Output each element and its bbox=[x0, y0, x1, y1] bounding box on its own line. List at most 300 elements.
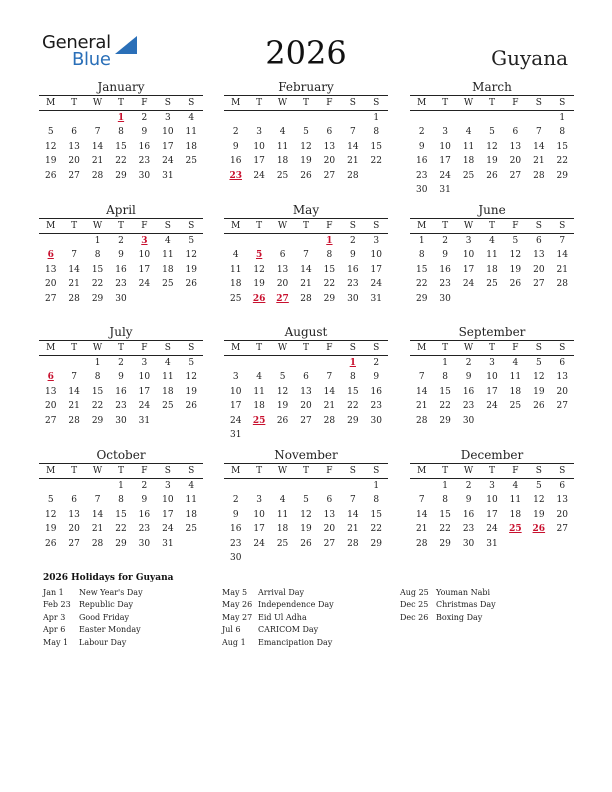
week-row bbox=[410, 154, 574, 168]
day-cell: 29 bbox=[323, 293, 336, 304]
weekday-label: M bbox=[231, 343, 241, 353]
day-cell: 2 bbox=[373, 358, 380, 368]
day-cell: 23 bbox=[138, 156, 151, 167]
day-cell: 24 bbox=[253, 538, 265, 549]
week-row bbox=[224, 111, 388, 125]
day-cell: 29 bbox=[556, 170, 568, 181]
day-cell: 29 bbox=[439, 415, 451, 426]
empty-day-cell bbox=[365, 428, 388, 442]
holiday-day: 5 bbox=[256, 250, 263, 261]
week-row bbox=[224, 277, 388, 291]
month-name: February bbox=[278, 80, 334, 94]
day-cell: 26 bbox=[44, 538, 57, 549]
week-row bbox=[224, 169, 388, 183]
day-cell: 20 bbox=[44, 279, 57, 290]
empty-day-cell bbox=[527, 183, 550, 197]
empty-day-cell bbox=[365, 551, 388, 565]
weekday-label: M bbox=[231, 221, 241, 231]
week-row bbox=[39, 385, 203, 399]
weekday-label: W bbox=[277, 98, 288, 108]
holiday-date: May 27 bbox=[222, 612, 253, 622]
day-cell: 19 bbox=[276, 401, 289, 412]
empty-day-cell bbox=[457, 111, 480, 125]
empty-day-cell bbox=[457, 292, 480, 306]
month-march bbox=[410, 79, 574, 197]
empty-day-cell bbox=[551, 183, 574, 197]
week-row bbox=[39, 263, 203, 277]
holiday-item bbox=[222, 599, 334, 611]
day-cell: 10 bbox=[229, 386, 242, 397]
day-cell: 2 bbox=[118, 236, 124, 246]
weekday-label: M bbox=[417, 98, 427, 108]
weekday-header bbox=[410, 218, 574, 234]
day-cell: 5 bbox=[535, 358, 542, 368]
holiday-item bbox=[43, 624, 143, 636]
day-cell: 31 bbox=[162, 170, 174, 181]
holiday-column bbox=[400, 587, 496, 624]
empty-day-cell bbox=[224, 234, 247, 248]
week-row bbox=[224, 292, 388, 306]
holiday-day: 26 bbox=[532, 524, 546, 535]
holiday-item bbox=[43, 599, 143, 611]
day-cell: 8 bbox=[118, 127, 124, 138]
day-cell: 27 bbox=[44, 415, 57, 426]
day-cell: 16 bbox=[138, 141, 151, 152]
day-cell: 19 bbox=[533, 509, 545, 520]
empty-day-cell bbox=[504, 183, 527, 197]
day-cell: 11 bbox=[185, 127, 197, 138]
day-cell: 13 bbox=[556, 495, 568, 506]
week-row bbox=[224, 370, 388, 384]
day-cell: 13 bbox=[44, 264, 57, 275]
day-cell: 27 bbox=[300, 415, 312, 426]
empty-day-cell bbox=[247, 356, 270, 370]
day-cell: 25 bbox=[162, 401, 174, 412]
weekday-label: T bbox=[488, 343, 495, 353]
day-cell: 22 bbox=[323, 279, 336, 290]
weekday-label: T bbox=[302, 98, 309, 108]
day-cell: 21 bbox=[68, 279, 80, 290]
week-row bbox=[39, 522, 203, 536]
day-cell: 4 bbox=[188, 113, 195, 123]
week-row bbox=[410, 399, 574, 413]
day-cell: 18 bbox=[509, 386, 522, 397]
day-cell: 29 bbox=[370, 538, 382, 549]
empty-day-cell bbox=[224, 356, 247, 370]
day-cell: 20 bbox=[533, 264, 545, 275]
day-cell: 30 bbox=[115, 293, 127, 304]
day-cell: 30 bbox=[115, 415, 127, 426]
weekday-header bbox=[410, 463, 574, 479]
day-cell: 24 bbox=[486, 524, 498, 535]
day-cell: 19 bbox=[185, 386, 197, 397]
weekday-label: F bbox=[326, 466, 333, 476]
day-cell: 12 bbox=[533, 495, 545, 506]
weekday-label: S bbox=[559, 98, 566, 108]
day-cell: 5 bbox=[535, 481, 542, 491]
week-row bbox=[410, 292, 574, 306]
day-cell: 29 bbox=[91, 415, 104, 426]
day-cell: 20 bbox=[68, 156, 80, 167]
day-cell: 15 bbox=[347, 386, 359, 397]
empty-day-cell bbox=[39, 234, 62, 248]
day-cell: 16 bbox=[462, 509, 475, 520]
day-cell: 12 bbox=[300, 141, 312, 152]
weekday-header bbox=[410, 340, 574, 356]
weekday-label: T bbox=[117, 98, 124, 108]
day-cell: 4 bbox=[489, 236, 495, 246]
month-name: November bbox=[274, 448, 338, 462]
day-cell: 18 bbox=[162, 386, 174, 397]
holiday-column bbox=[43, 587, 143, 649]
day-cell: 10 bbox=[486, 495, 498, 506]
day-cell: 21 bbox=[323, 401, 336, 412]
day-cell: 20 bbox=[556, 509, 568, 520]
day-cell: 22 bbox=[115, 524, 127, 535]
month-february bbox=[224, 79, 388, 183]
empty-day-cell bbox=[341, 111, 364, 125]
holiday-day: 1 bbox=[117, 113, 125, 123]
holiday-date: Aug 1 bbox=[222, 637, 246, 647]
weekday-label: S bbox=[373, 221, 380, 231]
holiday-name: Christmas Day bbox=[436, 600, 496, 610]
day-cell: 4 bbox=[164, 236, 171, 246]
day-cell: 22 bbox=[91, 401, 104, 412]
day-cell: 30 bbox=[415, 184, 428, 195]
week-row bbox=[410, 169, 574, 183]
empty-day-cell bbox=[504, 292, 527, 306]
holiday-column bbox=[222, 587, 334, 649]
empty-day-cell bbox=[156, 414, 179, 428]
day-cell: 22 bbox=[347, 401, 359, 412]
day-cell: 14 bbox=[347, 509, 359, 520]
weekday-label: F bbox=[141, 343, 148, 353]
weekday-label: S bbox=[535, 98, 542, 108]
day-cell: 3 bbox=[465, 236, 472, 246]
day-cell: 15 bbox=[415, 264, 428, 275]
weekday-label: S bbox=[559, 221, 566, 231]
day-cell: 28 bbox=[300, 293, 312, 304]
day-cell: 10 bbox=[462, 250, 475, 261]
holiday-item bbox=[400, 612, 496, 624]
day-cell: 11 bbox=[276, 509, 289, 520]
day-cell: 16 bbox=[415, 156, 428, 167]
week-row bbox=[410, 248, 574, 262]
holiday-day: 26 bbox=[252, 293, 266, 304]
day-cell: 21 bbox=[300, 279, 312, 290]
empty-day-cell bbox=[39, 479, 62, 493]
day-cell: 18 bbox=[185, 141, 197, 152]
week-row bbox=[410, 263, 574, 277]
day-cell: 14 bbox=[415, 509, 428, 520]
day-cell: 11 bbox=[162, 372, 174, 383]
day-cell: 4 bbox=[164, 358, 171, 368]
week-row bbox=[224, 479, 388, 493]
day-cell: 28 bbox=[415, 415, 428, 426]
week-row bbox=[410, 140, 574, 154]
day-cell: 21 bbox=[347, 156, 359, 167]
holiday-date: Apr 6 bbox=[43, 625, 66, 635]
day-cell: 2 bbox=[465, 358, 472, 368]
day-cell: 8 bbox=[418, 250, 425, 261]
holiday-day: 6 bbox=[47, 372, 54, 383]
empty-day-cell bbox=[341, 551, 364, 565]
holiday-name: CARICOM Day bbox=[258, 625, 319, 635]
day-cell: 22 bbox=[439, 401, 451, 412]
day-cell: 1 bbox=[94, 236, 101, 246]
month-november bbox=[224, 447, 388, 565]
empty-day-cell bbox=[247, 428, 270, 442]
week-row bbox=[224, 414, 388, 428]
day-cell: 9 bbox=[118, 250, 124, 261]
day-cell: 11 bbox=[486, 250, 498, 261]
day-cell: 19 bbox=[253, 279, 265, 290]
day-cell: 17 bbox=[439, 156, 451, 167]
day-cell: 6 bbox=[303, 372, 309, 383]
weekday-label: F bbox=[512, 221, 519, 231]
week-row bbox=[39, 169, 203, 183]
day-cell: 12 bbox=[44, 141, 57, 152]
weekday-label: T bbox=[442, 466, 449, 476]
day-cell: 30 bbox=[462, 415, 475, 426]
day-cell: 8 bbox=[94, 372, 101, 383]
week-row bbox=[410, 277, 574, 291]
day-cell: 25 bbox=[509, 401, 522, 412]
day-cell: 4 bbox=[512, 358, 519, 368]
day-cell: 1 bbox=[559, 113, 566, 123]
day-cell: 19 bbox=[509, 264, 522, 275]
weekday-label: F bbox=[512, 343, 519, 353]
week-row bbox=[224, 234, 388, 248]
empty-day-cell bbox=[294, 479, 317, 493]
holiday-name: Republic Day bbox=[79, 600, 133, 610]
day-cell: 23 bbox=[462, 524, 475, 535]
day-cell: 23 bbox=[115, 401, 127, 412]
day-cell: 6 bbox=[512, 127, 519, 138]
day-cell: 17 bbox=[138, 264, 151, 275]
empty-day-cell bbox=[410, 111, 433, 125]
day-cell: 31 bbox=[486, 538, 498, 549]
day-cell: 22 bbox=[91, 279, 104, 290]
week-row bbox=[410, 385, 574, 399]
day-cell: 26 bbox=[300, 170, 312, 181]
empty-day-cell bbox=[527, 414, 550, 428]
day-cell: 20 bbox=[68, 524, 80, 535]
weekday-label: S bbox=[349, 221, 356, 231]
day-cell: 27 bbox=[68, 170, 80, 181]
weekday-label: S bbox=[535, 343, 542, 353]
day-cell: 23 bbox=[370, 401, 382, 412]
day-cell: 14 bbox=[556, 250, 568, 261]
day-cell: 23 bbox=[347, 279, 359, 290]
day-cell: 15 bbox=[91, 386, 104, 397]
weekday-label: S bbox=[373, 466, 380, 476]
day-cell: 29 bbox=[415, 293, 428, 304]
empty-day-cell bbox=[341, 428, 364, 442]
day-cell: 2 bbox=[232, 127, 239, 138]
holiday-date: Jan 1 bbox=[43, 588, 64, 597]
weekday-label: W bbox=[463, 221, 474, 231]
day-cell: 11 bbox=[253, 386, 265, 397]
week-row bbox=[410, 234, 574, 248]
month-july bbox=[39, 324, 203, 428]
day-cell: 11 bbox=[509, 495, 522, 506]
week-row bbox=[39, 493, 203, 507]
day-cell: 31 bbox=[229, 429, 242, 440]
day-cell: 13 bbox=[276, 264, 289, 275]
week-row bbox=[224, 356, 388, 370]
day-cell: 26 bbox=[486, 170, 498, 181]
day-cell: 31 bbox=[138, 415, 151, 426]
weekday-header bbox=[224, 340, 388, 356]
day-cell: 21 bbox=[91, 156, 104, 167]
day-cell: 3 bbox=[141, 358, 148, 368]
month-june bbox=[410, 202, 574, 306]
holiday-name: Good Friday bbox=[79, 612, 130, 622]
day-cell: 15 bbox=[323, 264, 336, 275]
day-cell: 26 bbox=[533, 401, 545, 412]
day-cell: 9 bbox=[349, 250, 356, 261]
day-cell: 30 bbox=[229, 552, 242, 563]
day-cell: 16 bbox=[347, 264, 359, 275]
day-cell: 25 bbox=[486, 279, 498, 290]
weekday-header bbox=[224, 463, 388, 479]
month-december bbox=[410, 447, 574, 551]
weekday-label: F bbox=[326, 98, 333, 108]
day-cell: 22 bbox=[415, 279, 428, 290]
empty-day-cell bbox=[180, 537, 203, 551]
empty-day-cell bbox=[247, 234, 270, 248]
day-cell: 2 bbox=[232, 495, 239, 506]
day-cell: 24 bbox=[162, 156, 174, 167]
day-cell: 4 bbox=[465, 127, 472, 138]
day-cell: 16 bbox=[462, 386, 475, 397]
empty-day-cell bbox=[527, 111, 550, 125]
day-cell: 6 bbox=[326, 495, 333, 506]
holiday-day: 25 bbox=[252, 415, 266, 426]
day-cell: 13 bbox=[323, 509, 336, 520]
empty-day-cell bbox=[318, 356, 341, 370]
day-cell: 17 bbox=[486, 509, 498, 520]
day-cell: 7 bbox=[94, 127, 101, 138]
day-cell: 28 bbox=[347, 538, 359, 549]
day-cell: 20 bbox=[556, 386, 568, 397]
day-cell: 21 bbox=[415, 524, 428, 535]
weekday-label: M bbox=[417, 343, 427, 353]
empty-day-cell bbox=[62, 356, 85, 370]
day-cell: 16 bbox=[138, 509, 151, 520]
weekday-label: S bbox=[188, 343, 195, 353]
day-cell: 7 bbox=[559, 236, 566, 246]
empty-day-cell bbox=[480, 183, 503, 197]
day-cell: 8 bbox=[442, 495, 448, 506]
week-row bbox=[224, 154, 388, 168]
holiday-day: 6 bbox=[47, 250, 54, 261]
day-cell: 5 bbox=[47, 127, 54, 138]
holiday-day: 3 bbox=[141, 236, 148, 246]
day-cell: 14 bbox=[323, 386, 336, 397]
day-cell: 26 bbox=[44, 170, 57, 181]
day-cell: 13 bbox=[556, 372, 568, 383]
week-row bbox=[39, 111, 203, 125]
weekday-label: S bbox=[535, 466, 542, 476]
day-cell: 27 bbox=[68, 538, 80, 549]
day-cell: 4 bbox=[279, 127, 286, 138]
empty-day-cell bbox=[39, 111, 62, 125]
empty-day-cell bbox=[410, 479, 433, 493]
weekday-label: W bbox=[92, 343, 103, 353]
day-cell: 29 bbox=[439, 538, 451, 549]
empty-day-cell bbox=[86, 111, 109, 125]
weekday-label: T bbox=[71, 343, 78, 353]
weekday-label: S bbox=[188, 466, 195, 476]
day-cell: 25 bbox=[185, 524, 197, 535]
month-name: May bbox=[292, 203, 320, 217]
week-row bbox=[39, 399, 203, 413]
empty-day-cell bbox=[457, 183, 480, 197]
day-cell: 30 bbox=[138, 538, 151, 549]
day-cell: 24 bbox=[253, 170, 265, 181]
day-cell: 10 bbox=[138, 250, 151, 261]
week-row bbox=[39, 537, 203, 551]
weekday-label: F bbox=[141, 466, 148, 476]
empty-day-cell bbox=[551, 414, 574, 428]
holiday-date: Apr 3 bbox=[43, 612, 66, 622]
day-cell: 25 bbox=[162, 279, 174, 290]
weekday-header bbox=[39, 218, 203, 234]
weekday-label: W bbox=[277, 221, 288, 231]
week-row bbox=[410, 125, 574, 139]
day-cell: 21 bbox=[347, 524, 359, 535]
day-cell: 27 bbox=[323, 538, 336, 549]
day-cell: 29 bbox=[115, 170, 127, 181]
day-cell: 8 bbox=[559, 127, 566, 138]
day-cell: 21 bbox=[533, 156, 545, 167]
month-april bbox=[39, 202, 203, 306]
day-cell: 12 bbox=[185, 250, 197, 261]
weekday-label: T bbox=[256, 98, 263, 108]
logo-blue-text: Blue bbox=[72, 49, 111, 70]
weekday-label: M bbox=[46, 98, 56, 108]
weekday-label: T bbox=[117, 466, 124, 476]
weekday-label: S bbox=[188, 221, 195, 231]
week-row bbox=[410, 414, 574, 428]
day-cell: 28 bbox=[91, 170, 104, 181]
day-cell: 12 bbox=[300, 509, 312, 520]
page-title: 2026 bbox=[265, 34, 347, 72]
day-cell: 6 bbox=[559, 358, 566, 368]
day-cell: 28 bbox=[68, 293, 80, 304]
day-cell: 26 bbox=[185, 401, 197, 412]
day-cell: 6 bbox=[71, 495, 77, 506]
weekday-header bbox=[224, 218, 388, 234]
day-cell: 24 bbox=[370, 279, 382, 290]
holiday-name: New Year's Day bbox=[79, 588, 143, 597]
day-cell: 27 bbox=[323, 170, 336, 181]
day-cell: 11 bbox=[162, 250, 174, 261]
day-cell: 10 bbox=[370, 250, 382, 261]
empty-day-cell bbox=[271, 479, 294, 493]
day-cell: 8 bbox=[118, 495, 124, 506]
week-row bbox=[410, 522, 574, 536]
day-cell: 2 bbox=[418, 127, 425, 138]
day-cell: 3 bbox=[164, 481, 171, 491]
month-may bbox=[224, 202, 388, 306]
weekday-label: S bbox=[559, 343, 566, 353]
empty-day-cell bbox=[551, 537, 574, 551]
week-row bbox=[410, 183, 574, 197]
day-cell: 21 bbox=[415, 401, 428, 412]
